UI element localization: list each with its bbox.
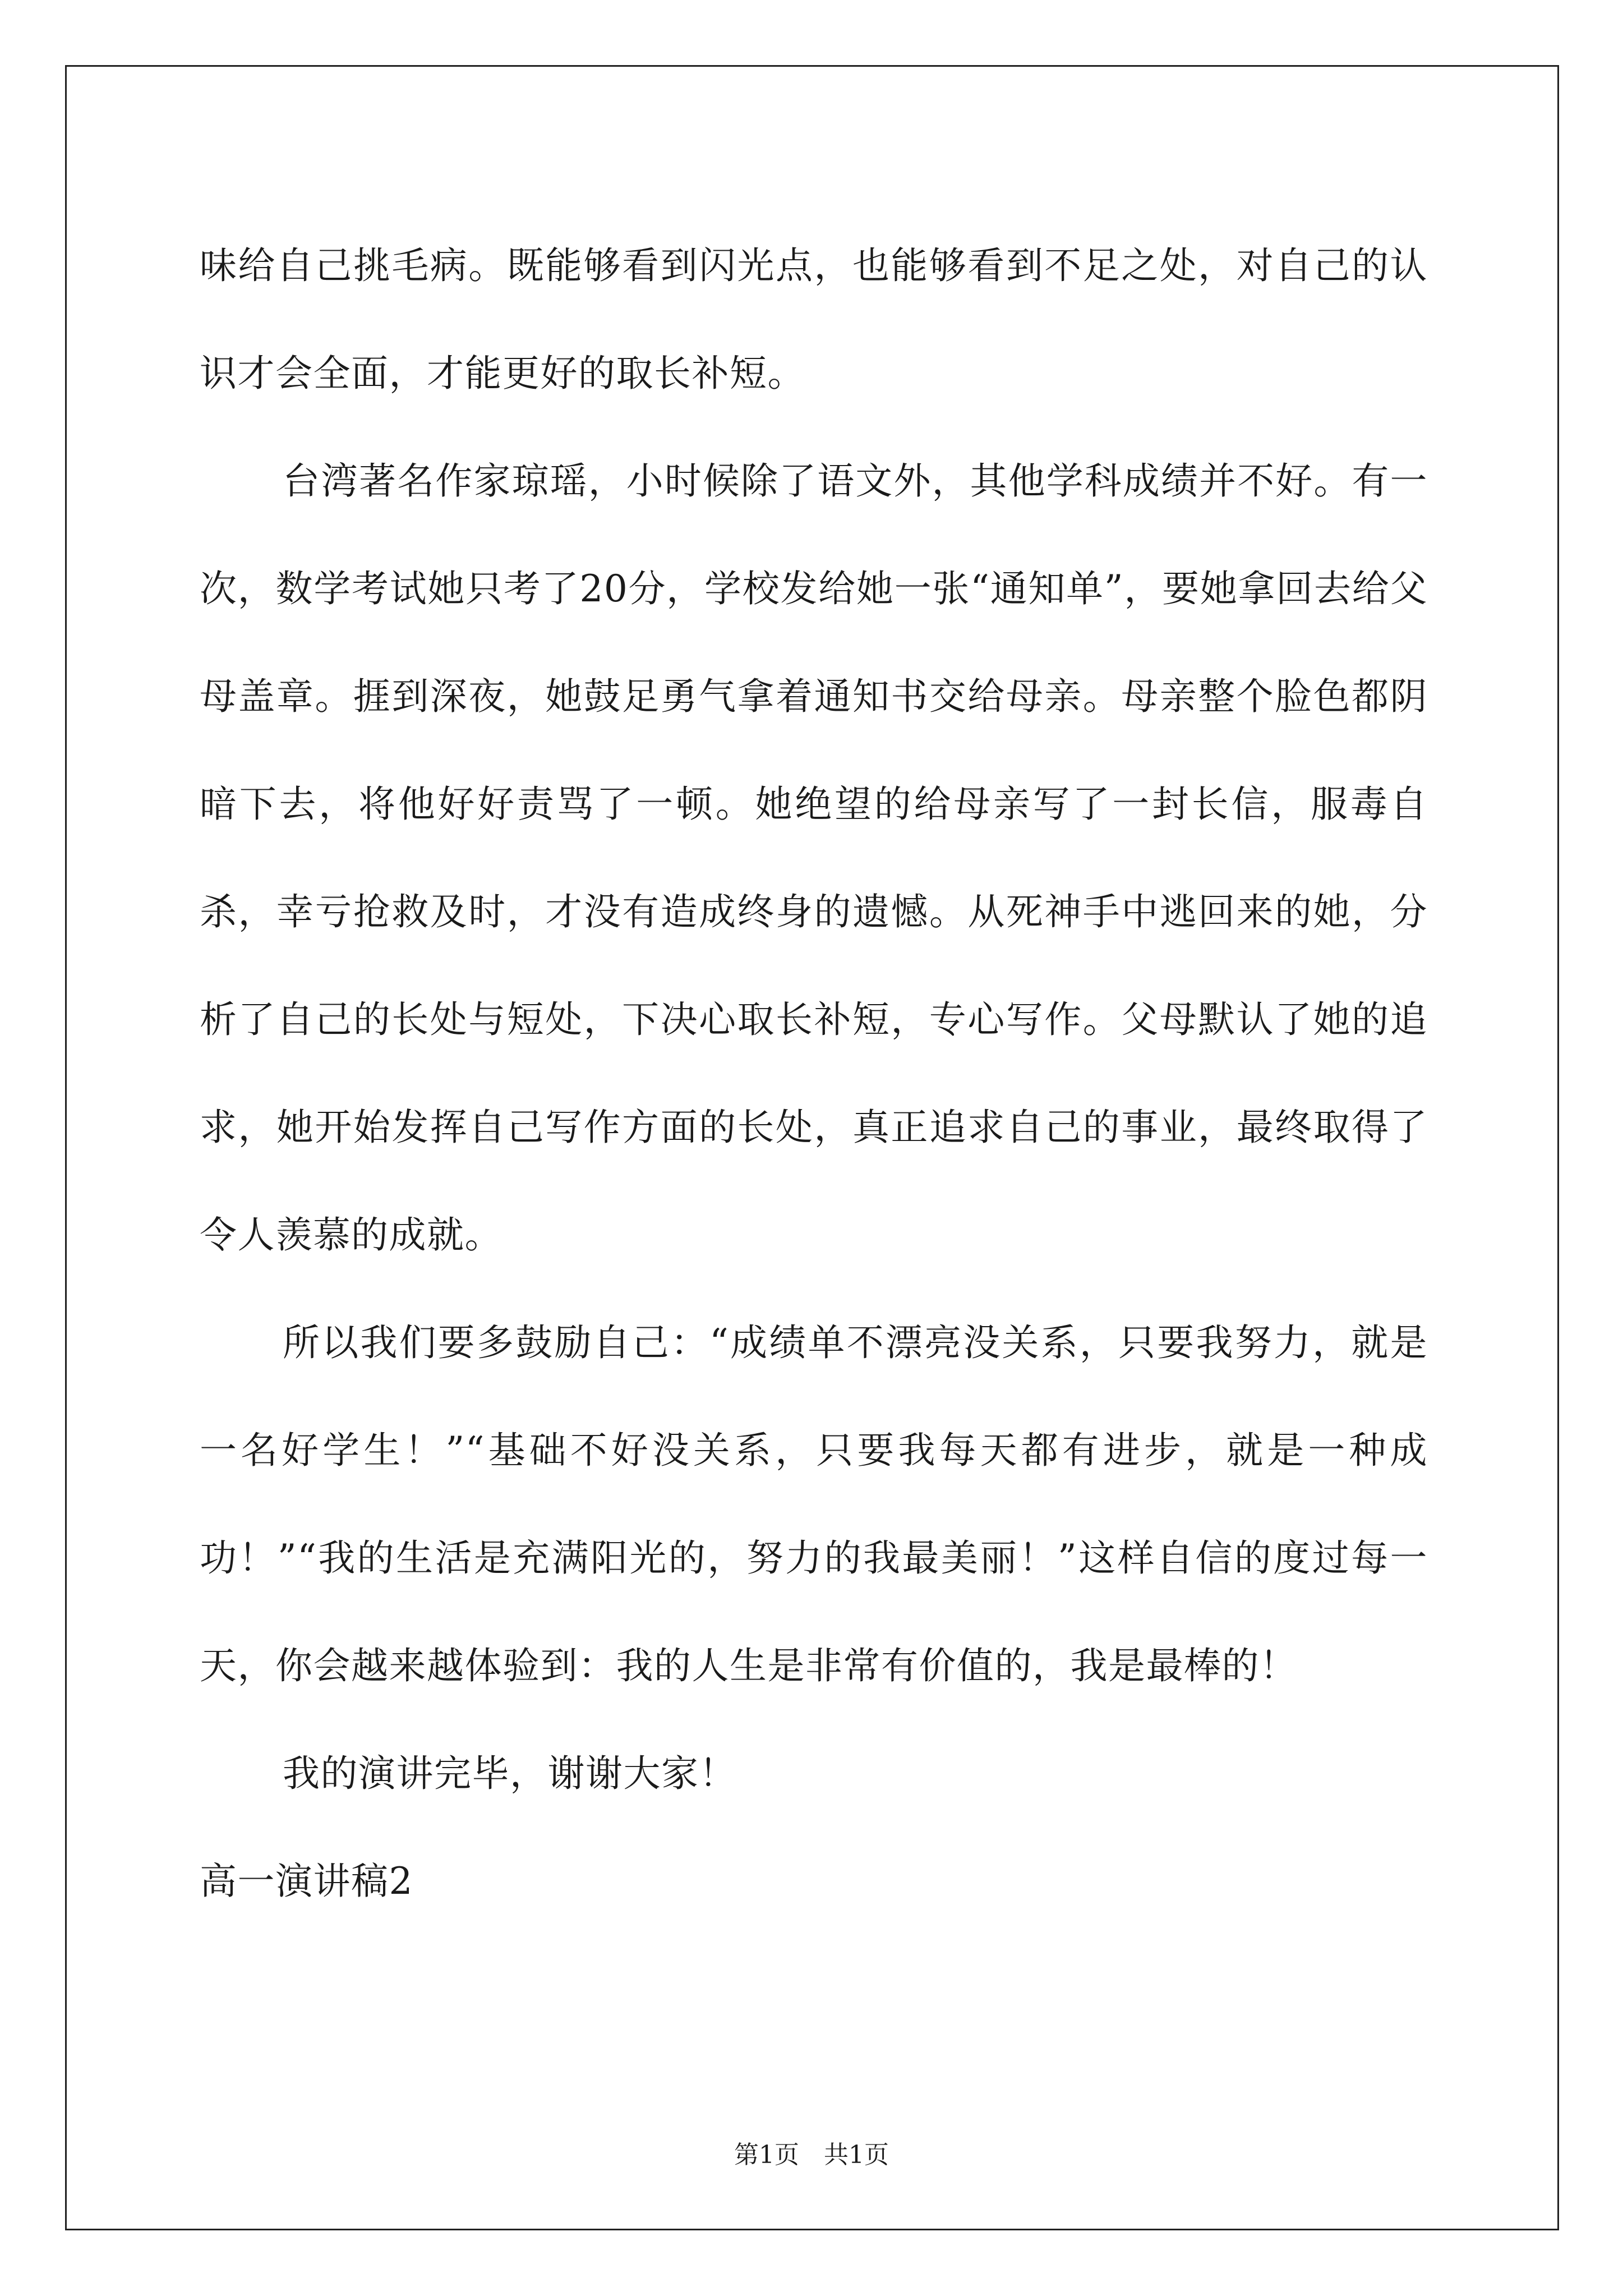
page-footer — [0, 2138, 1623, 2172]
page-number-total: 共1页 — [824, 2141, 889, 2169]
page-number-current: 第1页 — [734, 2141, 799, 2169]
paragraph-continuation: 味给自己挑毛病。既能够看到闪光点，也能够看到不足之处，对自己的认识才会全面，才能更好的取长补短。 — [200, 244, 1428, 395]
section-heading: 高一演讲稿2 — [200, 1860, 413, 1903]
paragraph-closing: 我的演讲完毕，谢谢大家！ — [283, 1752, 737, 1795]
document-body — [200, 212, 1428, 1935]
paragraph-qiongyao-story: 台湾著名作家琼瑶，小时候除了语文外，其他学科成绩并不好。有一次，数学考试她只考了20分，学校发给她一张“通知单”，要她拿回去给父母盖章。捱到深夜，她鼓足勇气拿着通知书交给母亲。母亲整个脸色都阴暗下去，将他好好责骂了一顿。她绝望的给母亲写了一封长信，服毒自杀，幸亏抢救及时，才没有造成终身的遗憾。从死神手中逃回来的她，分析了自己的长处与短处，下决心取长补短，专心写作。父母默认了她的追求，她开始发挥自己写作方面的长处，真正追求自己的事业，最终取得了令人羡慕的成就。 — [200, 459, 1428, 1257]
paragraph-encouragement: 所以我们要多鼓励自己：“成绩单不漂亮没关系，只要我努力，就是一名好学生！”“基础不好没关系，只要我每天都有进步，就是一种成功！”“我的生活是充满阳光的，努力的我最美丽！”这样自信的度过每一天，你会越来越体验到：我的人生是非常有价值的，我是最棒的！ — [200, 1321, 1428, 1687]
